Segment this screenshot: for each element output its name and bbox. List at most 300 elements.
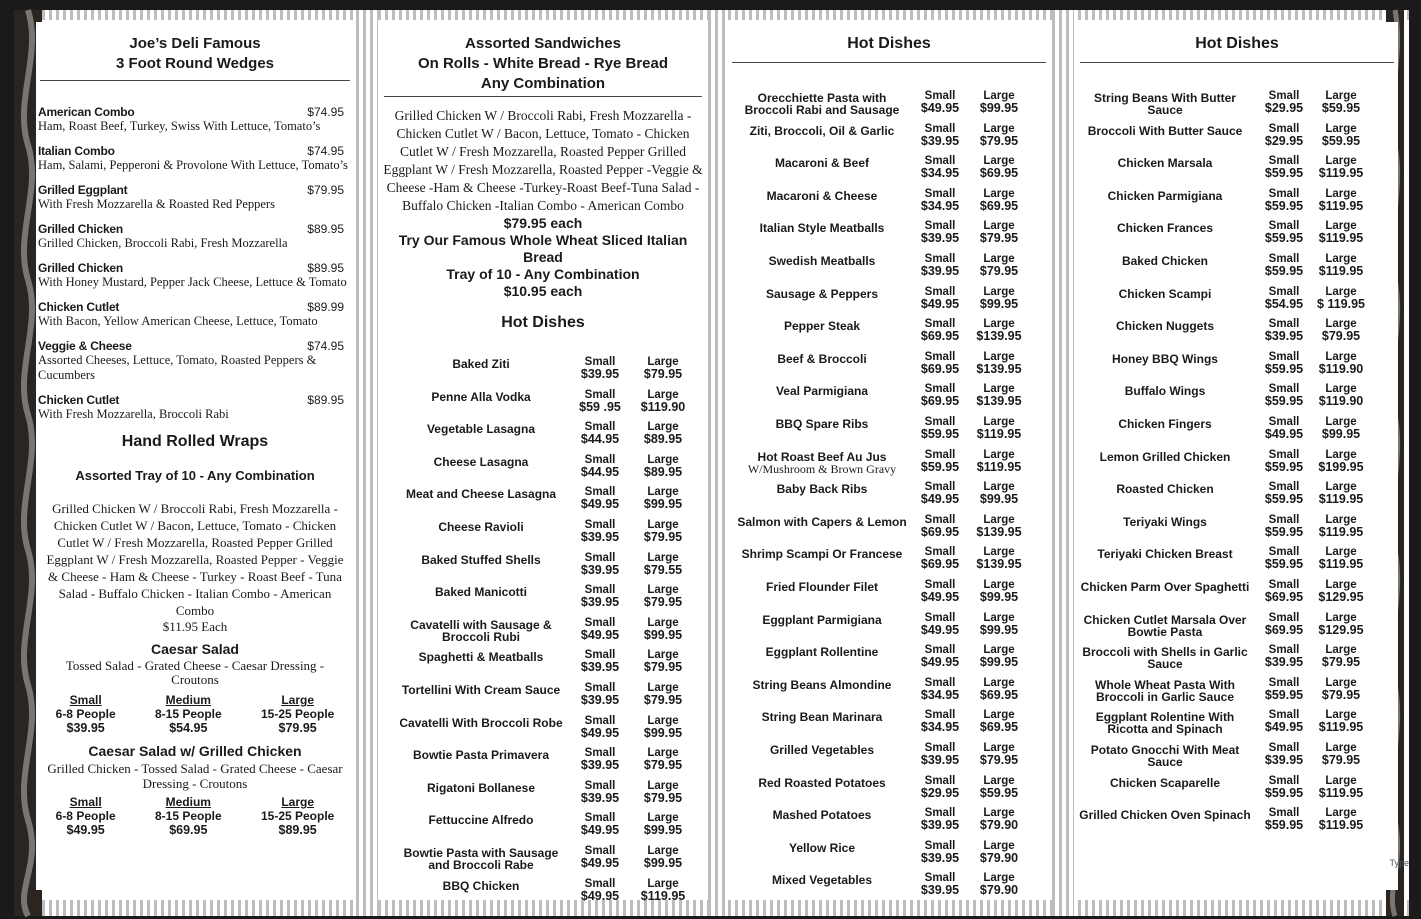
small-label: Small [924,220,956,233]
large-value: $69.95 [979,198,1019,213]
large-price [1314,351,1368,375]
large-price [636,356,690,380]
large-label: Large [983,807,1015,820]
small-value: $39.95 [920,264,960,278]
item-description: With Bacon, Yellow American Cheese, Lettuce, Tomato [38,314,318,328]
dish-name-text: Potato Gnocchi With Meat Sauce [1090,743,1240,769]
dish-name-text: Chicken Scampi [1118,286,1212,301]
dish-name [398,554,564,566]
small-label: Small [1268,774,1300,787]
large-price [1314,220,1368,244]
small-label: Small [924,774,956,787]
small-label: Small [584,877,616,890]
item-description: Ham, Roast Beef, Turkey, Swiss With Lettuce, Tomato’s [38,119,321,133]
small-value: $39.95 [920,818,960,833]
dish-name-text: Grilled Vegetables [769,743,875,757]
small-price [1260,253,1308,277]
large-label: Large [1325,709,1357,722]
large-price [1314,123,1368,147]
dish-name-text: Shrimp Scampi Or Francese [741,547,903,562]
size-option [155,795,222,837]
small-label: Small [924,742,956,754]
large-value: $99.95 [979,492,1019,507]
large-price [1314,416,1368,440]
wedge-item [38,105,348,134]
dish-name [734,614,910,626]
small-label: Small [1268,579,1300,591]
small-label: Small [584,714,616,727]
small-label: Small [584,551,616,564]
title-divider [384,96,702,97]
small-price [1260,709,1308,733]
small-value: $49.95 [1264,427,1304,441]
small-price [916,514,964,538]
small-label: Small [1268,481,1300,494]
large-value: $79.95 [643,530,683,544]
large-value: $79.90 [979,850,1019,865]
small-label: Small [584,421,616,434]
small-value: $59.95 [1264,524,1304,539]
small-price [1260,90,1308,114]
large-label: Large [983,644,1015,657]
item-description: Assorted Cheeses, Lettuce, Tomato, Roasted Peppers & Cucumbers [38,353,317,382]
large-label: Large [1325,644,1357,657]
small-price [916,318,964,342]
dish-name-text: Macaroni & Beef [774,156,870,171]
small-label: Small [584,682,616,694]
dish-name [734,190,910,202]
small-label: Small [924,187,956,200]
small-value: $39.95 [580,562,620,577]
small-value: $69.95 [920,524,960,539]
small-label: Small [924,318,956,331]
dish-name [734,451,910,475]
small-price [576,584,624,608]
dish-name [398,423,564,435]
small-price [916,220,964,244]
large-price [1314,807,1368,831]
small-label: Small [584,616,616,629]
small-price [1260,612,1308,636]
dish-name-text: Cheese Ravioli [438,520,524,534]
large-price [972,155,1026,179]
large-price [972,579,1026,603]
small-label: Small [924,546,956,559]
dish-name [1078,809,1252,821]
small-label: Small [924,448,956,461]
large-price [636,454,690,478]
large-price [972,481,1026,505]
item-description: With Fresh Mozzarella & Roasted Red Peppers [38,197,275,211]
large-value: $119.95 [1318,785,1364,800]
large-label: Large [1325,90,1357,102]
dish-name [398,749,564,761]
large-label: Large [647,453,679,466]
large-label: Large [983,546,1015,559]
dish-name-text: Chicken Marsala [1117,156,1213,171]
large-label: Large [647,421,679,434]
wedge-item [38,144,348,173]
size-people: 6-8 People [55,809,116,823]
wraps-title: Hand Rolled Wraps [121,433,269,450]
large-value: $79.95 [1321,655,1361,670]
small-value: $39.95 [580,790,620,805]
small-label: Small [1268,383,1300,396]
dish-name [1078,222,1252,234]
small-label: Small [1268,155,1300,168]
dish-name [734,581,910,593]
dish-name-text: Broccoli With Butter Sauce [1087,123,1243,138]
small-value: $59.95 [1264,361,1304,376]
small-label: Small [924,416,956,428]
large-price [1314,742,1368,766]
dish-name-text: Chicken Nuggets [1115,319,1214,334]
small-value: $34.95 [920,687,960,702]
small-price [576,356,624,380]
dish-name-text: Yellow Rice [788,840,856,855]
size-label: Medium [165,693,211,707]
large-price [972,318,1026,342]
dish-name [1078,125,1252,137]
large-label: Large [1325,742,1357,754]
large-label: Large [1325,579,1357,591]
large-value: $119.90 [640,399,686,414]
dish-name [1078,190,1252,202]
large-price [636,682,690,706]
item-price: $74.95 [307,105,344,119]
size-option [261,693,334,735]
large-price [972,709,1026,733]
panel-wedges [36,22,354,890]
dish-name [734,418,910,430]
small-price [916,579,964,603]
dish-name [398,586,564,598]
small-label: Small [584,747,616,760]
large-label: Large [983,513,1015,526]
large-price [1314,383,1368,407]
large-value: $59.95 [1321,101,1361,115]
small-label: Small [584,453,616,466]
dish-name-text: Baked Manicotti [434,585,527,600]
dish-name [734,385,910,397]
small-label: Small [924,513,956,526]
caesar-title: Caesar Salad [151,641,239,657]
small-price [576,747,624,771]
dish-name [734,320,910,332]
size-people: 15-25 People [260,809,335,823]
small-label: Small [584,519,616,531]
small-price [576,486,624,510]
large-value: $139.95 [976,361,1022,376]
large-price [1314,546,1368,570]
small-label: Small [584,584,616,597]
large-price [1314,644,1368,668]
large-label: Large [983,285,1015,298]
dish-name [734,288,910,300]
dish-name-text: Tortellini With Cream Sauce [401,683,561,697]
small-label: Small [924,872,956,885]
large-label: Large [1325,220,1357,233]
dish-name [734,777,910,789]
hot3-title: Hot Dishes [1195,35,1279,52]
large-value: $59.95 [979,785,1019,800]
small-value: $49.95 [580,856,620,870]
large-value: $99.95 [979,101,1019,115]
panel-hot-dishes-3 [1076,22,1398,890]
large-value: $99.95 [643,823,683,838]
small-price [1260,286,1308,310]
large-price [972,123,1026,147]
small-price [916,807,964,831]
large-label: Large [647,486,679,499]
small-value: $69.95 [920,557,960,572]
small-value: $39.95 [580,595,620,610]
large-label: Large [647,649,679,662]
small-label: Small [1268,709,1300,722]
large-value: $119.95 [640,888,686,903]
large-label: Large [1325,513,1357,526]
small-value: $39.95 [580,530,620,544]
large-value: $119.95 [976,427,1022,441]
large-value: $119.90 [1318,394,1364,409]
large-price [636,486,690,510]
dish-name [398,619,564,643]
size-label: Large [281,693,314,707]
dish-name-text: Swedish Meatballs [768,254,876,268]
small-label: Small [584,486,616,499]
small-label: Small [924,481,956,494]
dish-name [1078,92,1252,116]
large-price [1314,90,1368,114]
small-price [576,617,624,641]
large-price [972,775,1026,799]
small-price [1260,155,1308,179]
large-label: Large [983,350,1015,363]
item-name: Veggie & Cheese [38,339,132,353]
large-label: Large [1325,187,1357,200]
item-price: $89.95 [307,393,344,407]
hot1-title: Hot Dishes [501,314,585,331]
small-price [576,812,624,836]
dish-name [398,717,564,729]
large-value: $79.95 [979,133,1019,148]
large-price [972,807,1026,831]
dish-name-text: Baby Back Ribs [776,482,868,497]
dish-name [1078,581,1252,593]
dish-name-text: Cheese Lasagna [433,454,529,469]
small-value: $49.95 [580,823,620,838]
small-price [576,682,624,706]
dish-name [734,744,910,756]
dish-name [1078,385,1252,397]
size-price: $54.95 [169,721,208,735]
small-value: $59.95 [1264,166,1304,181]
hot3-list [1076,22,1398,890]
large-price [972,220,1026,244]
dish-name [734,125,910,137]
large-price [972,742,1026,766]
dish-name [398,782,564,794]
size-price: $49.95 [66,823,105,837]
caesar-description: Tossed Salad - Grated Cheese - Caesar Dressing - Croutons [65,658,325,687]
hot2-title: Hot Dishes [847,35,931,52]
caesar-chicken-sizes [36,795,354,837]
small-value: $49.95 [580,497,620,512]
size-label: Large [281,795,314,809]
small-value: $39.95 [920,133,960,148]
small-price [576,389,624,413]
large-label: Large [647,616,679,629]
large-price [972,872,1026,896]
large-price [1314,155,1368,179]
large-label: Large [983,220,1015,233]
small-label: Small [924,253,956,265]
dish-name-text: Teriyaki Chicken Breast [1097,547,1233,562]
item-description: With Fresh Mozzarella, Broccoli Rabi [38,407,229,421]
dish-name [734,157,910,169]
dish-name-text: Eggplant Rolentine With Ricotta and Spinach [1095,710,1235,737]
small-label: Small [924,676,956,689]
large-value: $79.95 [643,367,683,381]
wedge-item [38,183,348,212]
promo-line-1: Try Our Famous Whole Wheat Sliced Italian Bread [398,232,688,265]
small-value: $49.95 [580,888,620,903]
dish-name-text: Broccoli with Shells in Garlic Sauce [1082,645,1248,672]
large-label: Large [1325,774,1357,787]
small-value: $39.95 [920,883,960,898]
large-price [636,552,690,576]
small-price [576,421,624,445]
dish-name-text: Bowtie Pasta Primavera [412,748,550,763]
dish-name-text: Chicken Fingers [1118,417,1212,431]
large-value: $99.95 [643,497,683,512]
small-value: $39.95 [920,850,960,865]
size-price: $89.95 [278,823,317,837]
dish-name-text: Lemon Grilled Chicken [1099,449,1231,464]
large-value: $69.95 [979,166,1019,181]
large-value: $79.95 [979,753,1019,767]
item-price: $74.95 [307,144,344,158]
dish-name [398,847,564,871]
large-price [636,519,690,543]
small-price [576,454,624,478]
small-value: $69.95 [920,394,960,409]
small-value: $69.95 [920,329,960,344]
large-value: $139.95 [976,329,1022,344]
small-label: Small [1268,742,1300,754]
sandwiches-description: Grilled Chicken W / Broccoli Rabi, Fresh Mozzarella - Chicken Cutlet W / Bacon, Lettuce, Tomato - Chicken Cutlet W / Fresh Mozzarella, Roasted Pepper Grilled Eggplant W / Fresh Mozzarella, Roasted Pepper -Veggie & Cheese -Ham & Cheese -Turkey-Roast Beef-Tuna Salad -Buffalo Chicken -Italian Combo - American Combo [383,108,703,213]
small-label: Small [1268,318,1300,331]
large-value: $79.95 [979,264,1019,278]
small-price [1260,188,1308,212]
small-value: $59.95 [1264,785,1304,800]
small-label: Small [1268,122,1300,135]
small-value: $34.95 [920,198,960,213]
small-price [916,742,964,766]
small-value: $44.95 [580,432,620,447]
large-label: Large [983,155,1015,168]
dish-name-text: Hot Roast Beef Au Jus [757,449,887,464]
small-label: Small [924,807,956,820]
small-value: $49.95 [580,725,620,740]
dish-name [1078,711,1252,735]
dish-name [1078,614,1252,638]
small-label: Small [1268,220,1300,233]
large-label: Large [983,676,1015,689]
small-value: $49.95 [920,655,960,670]
large-value: $119.95 [976,459,1022,474]
dish-name-text: Orecchiette Pasta with Broccoli Rabi and Sausage [744,91,900,117]
item-name: Grilled Chicken [38,222,124,236]
large-label: Large [983,709,1015,722]
size-label: Small [69,795,102,809]
small-value: $59 .95 [579,399,621,414]
small-value: $29.95 [920,785,960,800]
item-name: Chicken Cutlet [38,300,120,314]
wraps-description: Grilled Chicken W / Broccoli Rabi, Fresh Mozzarella - Chicken Cutlet W / Bacon, Lettuce, Tomato - Chicken Cutlet W / Fresh Mozzarella, Roasted Pepper Grilled Eggplant W / Fresh Mozzarella, Roasted Pepper - Veggie & Cheese - Ham & Cheese - Turkey - Roast Beef - Tuna Salad - Buffalo Chicken - Italian Combo - American Combo [46,501,344,618]
small-label: Small [1268,546,1300,559]
dish-name-text: Chicken Cutlet Marsala Over Bowtie Pasta [1083,612,1247,639]
dish-name-text: Grilled Chicken Oven Spinach [1079,808,1251,823]
large-price [972,253,1026,277]
size-price: $39.95 [66,721,105,735]
dish-name-text: BBQ Spare Ribs [775,417,869,431]
dish-name-text: Italian Style Meatballs [759,221,885,236]
dish-name-text: Veal Parmigiana [775,384,869,399]
size-people: 8-15 People [154,707,222,721]
small-price [916,840,964,864]
dish-name [1078,451,1252,463]
large-label: Large [647,356,679,368]
large-label: Large [647,519,679,531]
dish-name [398,391,564,403]
large-price [1314,709,1368,733]
small-price [1260,644,1308,668]
small-value: $59.95 [1264,198,1304,213]
large-price [1314,318,1368,342]
dish-name-text: Penne Alla Vodka [431,389,531,404]
large-price [1314,188,1368,212]
small-value: $39.95 [1264,329,1304,344]
small-value: $39.95 [580,367,620,381]
large-label: Large [983,383,1015,396]
large-value: $99.95 [979,296,1019,311]
large-label: Large [1325,253,1357,265]
small-value: $44.95 [580,464,620,479]
dish-name-text: Meat and Cheese Lasagna [405,487,557,502]
small-value: $29.95 [1264,101,1304,115]
large-value: $79.95 [643,595,683,610]
small-value: $59.95 [1264,264,1304,278]
small-label: Small [584,649,616,662]
dish-name-text: Macaroni & Cheese [766,188,878,203]
dish-name-text: String Bean Marinara [761,710,883,725]
large-price [972,188,1026,212]
wedge-item [38,393,348,422]
large-label: Large [1325,807,1357,820]
item-price: $89.99 [307,300,344,314]
large-price [1314,481,1368,505]
large-label: Large [1325,676,1357,689]
dish-name-text: Whole Wheat Pasta With Broccoli in Garlic Sauce [1095,677,1235,704]
dish-name-text: Eggplant Parmigiana [762,612,882,627]
large-label: Large [647,877,679,890]
small-label: Small [924,285,956,298]
small-value: $59.95 [920,427,960,441]
small-price [916,351,964,375]
separator-3 [1052,10,1074,916]
dish-name-text: Baked Chicken [1121,254,1209,268]
